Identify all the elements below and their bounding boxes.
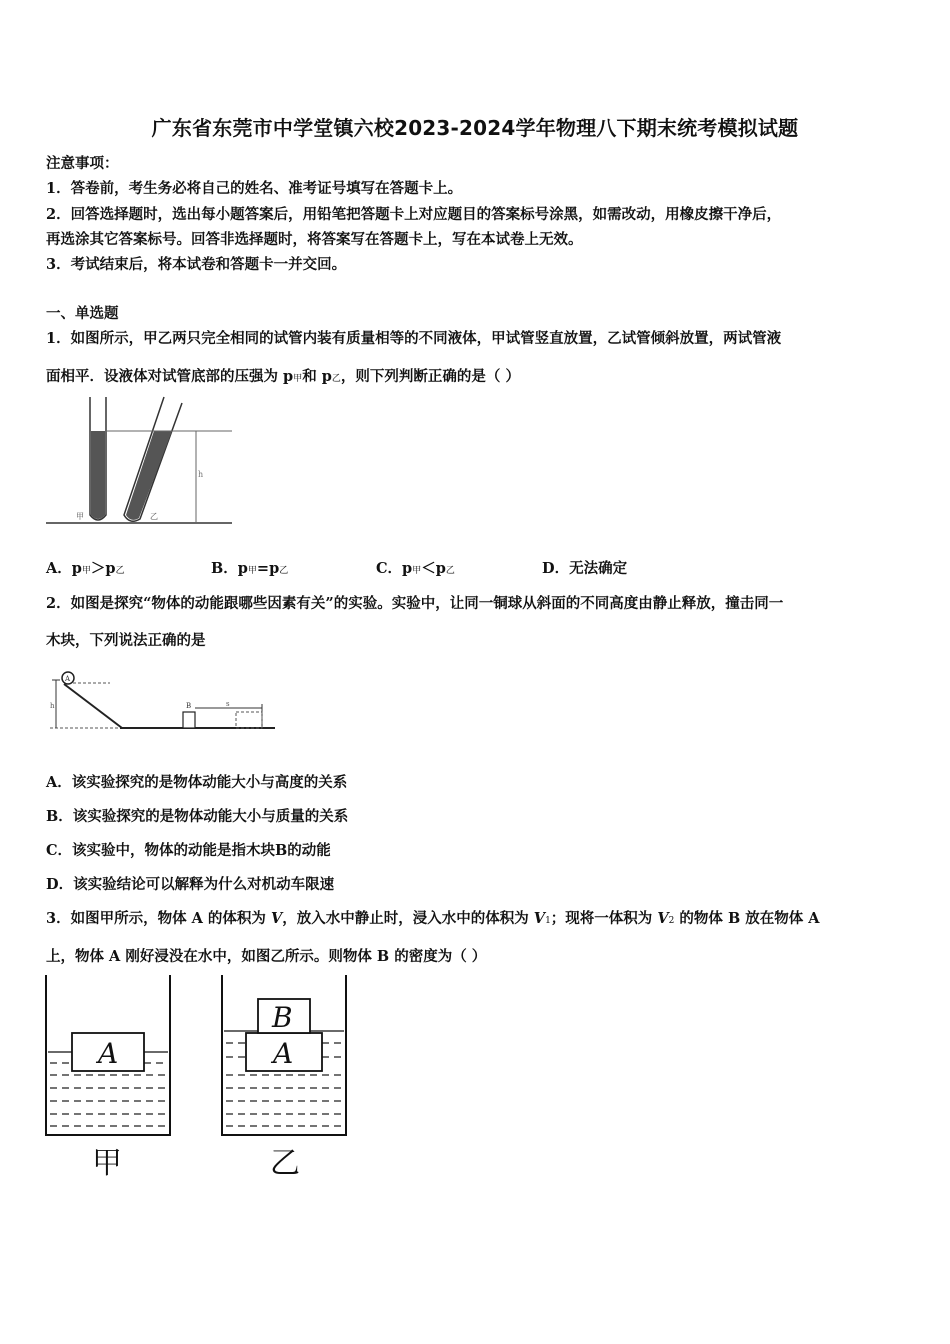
q1-fig-label-yi: 乙	[150, 512, 158, 521]
q1-line2: 面相平．设液体对试管底部的压强为 p甲和 p乙，则下列判断正确的是（ ）	[46, 368, 520, 385]
q1-option-d[interactable]: D．无法确定	[542, 560, 628, 577]
notice-item-2: 2．回答选择题时，选出每小题答案后，用铅笔把答题卡上对应题目的答案标号涂黑，如需改动，用橡皮擦干净后，	[46, 206, 782, 223]
q3-container-yi	[222, 975, 346, 1181]
notice-item-2-cont: 再选涂其它答案标号。回答非选择题时，将答案写在答题卡上，写在本试卷上无效。	[46, 231, 583, 248]
q1-fig-label-jia: 甲	[76, 512, 84, 521]
q2-line1: 2．如图是探究“物体的动能跟哪些因素有关”的实验。实验中，让同一铜球从斜面的不同高度由静止释放，撞击同一	[46, 595, 784, 612]
q2-fig-label-b: B	[186, 702, 192, 710]
notice-item-1: 1．答卷前，考生务必将自己的姓名、准考证号填写在答题卡上。	[46, 180, 463, 197]
q2-incline-figure	[50, 670, 280, 735]
q2-fig-label-a: A	[65, 675, 71, 683]
q2-option-a[interactable]: A．该实验探究的是物体动能大小与高度的关系	[46, 774, 348, 791]
q3-container-figure	[44, 975, 354, 1180]
notice-heading: 注意事项：	[46, 155, 119, 172]
page-title: 广东省东莞市中学堂镇六校2023-2024学年物理八下期末统考模拟试题	[151, 116, 799, 140]
q3-fig-label-a-yi: A	[273, 1037, 294, 1070]
q2-fig-label-s: s	[226, 700, 230, 708]
q1-option-c[interactable]: C．p甲＜p乙	[376, 560, 455, 577]
section-heading: 一、单选题	[46, 305, 119, 322]
q1-option-b[interactable]: B．p甲=p乙	[211, 560, 289, 577]
q3-fig-caption-jia: 甲	[92, 1146, 122, 1181]
q3-fig-caption-yi: 乙	[270, 1146, 300, 1181]
q3-fig-label-a-jia: A	[98, 1037, 119, 1070]
q2-option-d[interactable]: D．该实验结论可以解释为什么对机动车限速	[46, 876, 335, 893]
q2-option-b[interactable]: B．该实验探究的是物体动能大小与质量的关系	[46, 808, 349, 825]
q2-fig-label-h: h	[50, 702, 55, 710]
q3-line2: 上，物体 A 刚好浸没在水中，如图乙所示。则物体 B 的密度为（ ）	[46, 948, 487, 965]
q1-test-tube-figure	[46, 397, 236, 527]
q3-fig-label-b-yi: B	[272, 1001, 293, 1034]
q3-line1: 3．如图甲所示，物体 A 的体积为 V，放入水中静止时，浸入水中的体积为 V1；现将一体积为 V2 的物体 B 放在物体 A	[46, 910, 820, 927]
q1-option-a[interactable]: A．p甲＞p乙	[46, 560, 125, 577]
q1-fig-label-h: h	[198, 470, 204, 479]
q2-line2: 木块，下列说法正确的是	[46, 632, 206, 649]
q2-option-c[interactable]: C．该实验中，物体的动能是指木块B的动能	[46, 842, 331, 859]
q1-line1: 1．如图所示，甲乙两只完全相同的试管内装有质量相等的不同液体，甲试管竖直放置，乙试管倾斜放置，两试管液	[46, 330, 782, 347]
q3-container-jia	[46, 975, 170, 1181]
notice-item-3: 3．考试结束后，将本试卷和答题卡一并交回。	[46, 256, 347, 273]
